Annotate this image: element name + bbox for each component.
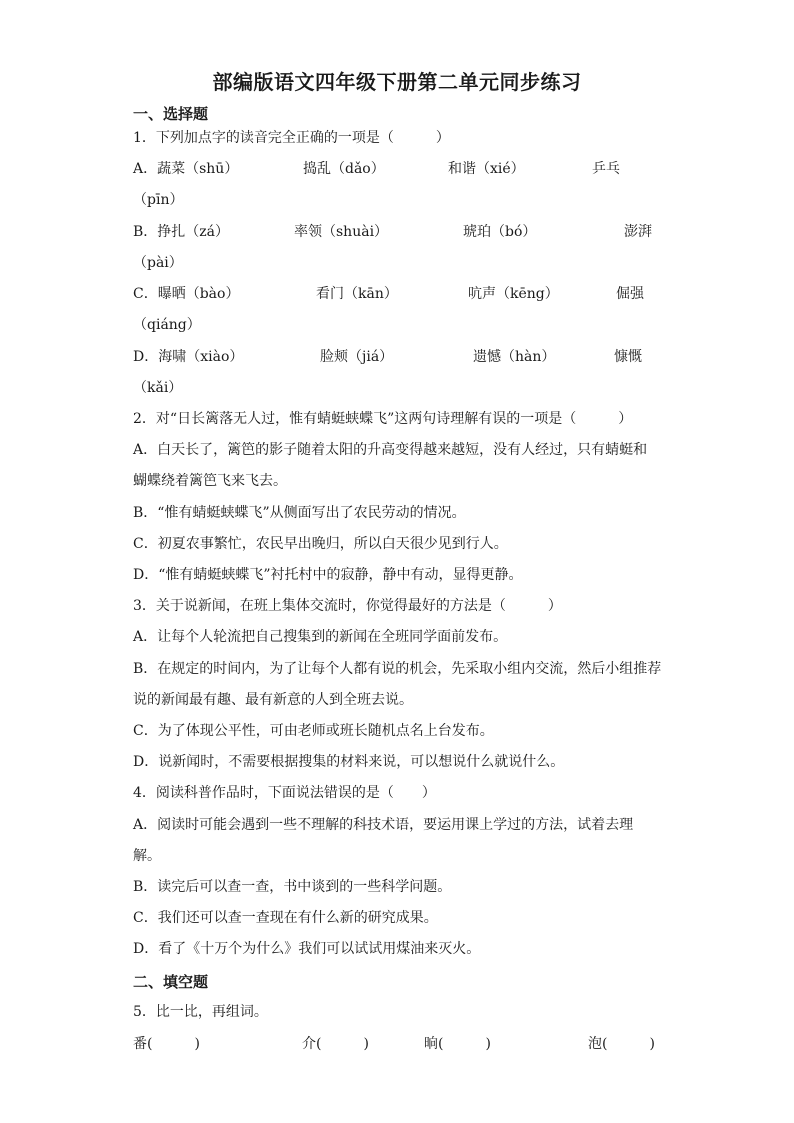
q1-option-b: B．挣扎（zá） xyxy=(133,224,230,240)
q2-option-a-line-2: 蝴蝶绕着篱笆飞来飞去。 xyxy=(133,473,287,489)
q2-option-d: D．“惟有蜻蜓蛱蝶飞”衬托村中的寂静，静中有动，显得更静。 xyxy=(133,567,523,583)
q1-option-c-word-3: 吭声（kēng） xyxy=(468,286,559,302)
q1-option-d-word-2: 脸颊（jiá） xyxy=(320,349,394,365)
q3-option-a: A．让每个人轮流把自己搜集到的新闻在全班同学面前发布。 xyxy=(133,629,508,645)
q1-option-d-wrap: （kǎi） xyxy=(133,380,183,396)
q1-option-c-word-4: 倔强 xyxy=(616,286,644,302)
q1-option-d-word-3: 遗憾（hàn） xyxy=(473,349,556,365)
section-fill-heading: 二、填空题 xyxy=(133,973,209,991)
q3-option-b-line-2: 说的新闻最有趣、最有新意的人到全班去说。 xyxy=(133,692,413,708)
page-title: 部编版语文四年级下册第二单元同步练习 xyxy=(212,70,582,94)
question-1-stem: 1．下列加点字的读音完全正确的一项是（ ） xyxy=(133,130,450,146)
question-2-stem: 2．对“日长篱落无人过，惟有蜻蜓蛱蝶飞”这两句诗理解有误的一项是（ ） xyxy=(133,411,633,427)
q1-option-b-word-2: 率领（shuài） xyxy=(294,224,389,240)
q3-option-d: D．说新闻时，不需要根据搜集的材料来说，可以想说什么就说什么。 xyxy=(133,754,565,770)
q2-option-c: C．初夏农事繁忙，农民早出晚归，所以白天很少见到行人。 xyxy=(133,536,508,552)
q4-option-a-line-2: 解。 xyxy=(133,848,161,864)
q1-option-b-wrap: （pài） xyxy=(133,255,183,271)
q1-option-c-wrap: （qiáng） xyxy=(133,317,201,333)
q1-option-d: D．海啸（xiào） xyxy=(133,349,244,365)
q2-option-a-line-1: A．白天长了，篱笆的影子随着太阳的升高变得越来越短，没有人经过，只有蜻蜓和 xyxy=(133,442,648,458)
q1-option-a-word-2: 捣乱（dǎo） xyxy=(303,161,385,177)
q2-option-b: B．“惟有蜻蜓蛱蝶飞”从侧面写出了农民劳动的情况。 xyxy=(133,505,466,521)
q5-item-2: 介( ) xyxy=(302,1036,369,1052)
q1-option-c: C．曝晒（bào） xyxy=(133,286,240,302)
question-5-stem: 5．比一比，再组词。 xyxy=(133,1004,268,1020)
q1-option-a: A．蔬菜（shū） xyxy=(133,161,239,177)
q1-option-a-wrap: （pīn） xyxy=(133,192,184,208)
question-3-stem: 3．关于说新闻，在班上集体交流时，你觉得最好的方法是（ ） xyxy=(133,598,562,614)
q4-option-d: D．看了《十万个为什么》我们可以试试用煤油来灭火。 xyxy=(133,941,481,957)
q1-option-b-word-4: 澎湃 xyxy=(624,224,652,240)
q3-option-c: C．为了体现公平性，可由老师或班长随机点名上台发布。 xyxy=(133,723,494,739)
section-choice-heading: 一、选择题 xyxy=(133,105,209,123)
q1-option-b-word-3: 琥珀（bó） xyxy=(463,224,537,240)
question-4-stem: 4．阅读科普作品时，下面说法错误的是（ ） xyxy=(133,785,436,801)
q1-option-c-word-2: 看门（kān） xyxy=(316,286,398,302)
q5-item-3: 晌( ) xyxy=(424,1036,491,1052)
q4-option-c: C．我们还可以查一查现在有什么新的研究成果。 xyxy=(133,910,438,926)
q5-item-4: 泡( ) xyxy=(588,1036,655,1052)
q1-option-a-word-4: 乒乓 xyxy=(592,161,620,177)
q4-option-b: B．读完后可以查一查，书中谈到的一些科学问题。 xyxy=(133,879,452,895)
q4-option-a-line-1: A．阅读时可能会遇到一些不理解的科技术语，要运用课上学过的方法，试着去理 xyxy=(133,817,634,833)
q1-option-d-word-4: 慷慨 xyxy=(614,349,642,365)
q3-option-b-line-1: B．在规定的时间内，为了让每个人都有说的机会，先采取小组内交流，然后小组推荐 xyxy=(133,661,662,677)
q1-option-a-word-3: 和谐（xié） xyxy=(448,161,525,177)
q5-item-1: 番( ) xyxy=(133,1036,200,1052)
